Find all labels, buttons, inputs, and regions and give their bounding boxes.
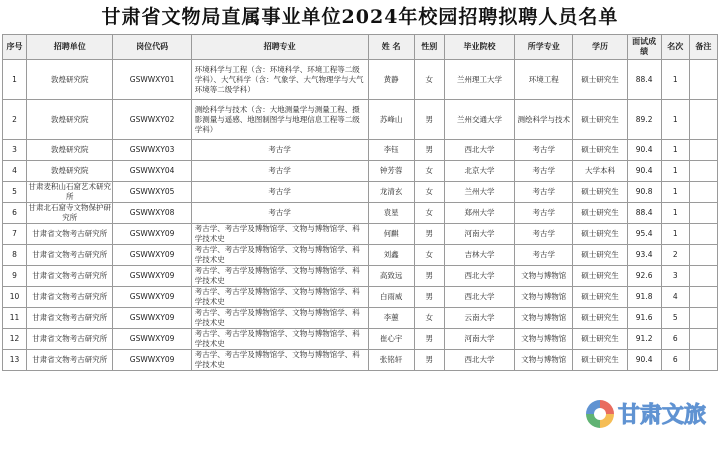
cell-rank: 1 bbox=[661, 60, 689, 100]
cell-note bbox=[689, 161, 717, 182]
cell-name: 袁星 bbox=[368, 203, 414, 224]
cell-code: GSWWXY02 bbox=[113, 100, 191, 140]
cell-school: 吉林大学 bbox=[444, 245, 514, 266]
cell-code: GSWWXY09 bbox=[113, 224, 191, 245]
cell-gender: 女 bbox=[414, 203, 444, 224]
cell-major: 考古学、考古学及博物馆学、文物与博物馆学、科学技术史 bbox=[191, 224, 368, 245]
cell-code: GSWWXY08 bbox=[113, 203, 191, 224]
cell-score: 91.6 bbox=[627, 308, 661, 329]
cell-studied: 文物与博物馆 bbox=[515, 350, 573, 371]
cell-gender: 女 bbox=[414, 182, 444, 203]
header-school: 毕业院校 bbox=[444, 35, 514, 60]
cell-code: GSWWXY05 bbox=[113, 182, 191, 203]
cell-degree: 大学本科 bbox=[573, 161, 627, 182]
cell-major: 考古学 bbox=[191, 182, 368, 203]
header-unit: 招聘单位 bbox=[27, 35, 113, 60]
cell-gender: 女 bbox=[414, 60, 444, 100]
cell-studied: 考古学 bbox=[515, 203, 573, 224]
cell-rank: 1 bbox=[661, 224, 689, 245]
cell-note bbox=[689, 203, 717, 224]
cell-degree: 硕士研究生 bbox=[573, 100, 627, 140]
cell-no: 2 bbox=[3, 100, 27, 140]
cell-degree: 硕士研究生 bbox=[573, 203, 627, 224]
cell-major: 考古学、考古学及博物馆学、文物与博物馆学、科学技术史 bbox=[191, 266, 368, 287]
cell-name: 苏峰山 bbox=[368, 100, 414, 140]
cell-school: 兰州大学 bbox=[444, 182, 514, 203]
cell-major: 考古学、考古学及博物馆学、文物与博物馆学、科学技术史 bbox=[191, 245, 368, 266]
table-row bbox=[3, 350, 718, 371]
cell-score: 93.4 bbox=[627, 245, 661, 266]
cell-code: GSWWXY09 bbox=[113, 350, 191, 371]
cell-school: 兰州理工大学 bbox=[444, 60, 514, 100]
cell-note bbox=[689, 350, 717, 371]
cell-studied: 文物与博物馆 bbox=[515, 266, 573, 287]
cell-unit: 甘肃省文物考古研究所 bbox=[27, 266, 113, 287]
cell-note bbox=[689, 140, 717, 161]
cell-school: 西北大学 bbox=[444, 140, 514, 161]
cell-school: 西北大学 bbox=[444, 266, 514, 287]
cell-score: 92.6 bbox=[627, 266, 661, 287]
header-score: 面试成绩 bbox=[627, 35, 661, 60]
cell-note bbox=[689, 182, 717, 203]
header-note: 备注 bbox=[689, 35, 717, 60]
cell-score: 91.8 bbox=[627, 287, 661, 308]
table-row bbox=[3, 224, 718, 245]
cell-name: 李蕙 bbox=[368, 308, 414, 329]
cell-gender: 男 bbox=[414, 140, 444, 161]
cell-note bbox=[689, 60, 717, 100]
cell-unit: 甘肃省文物考古研究所 bbox=[27, 287, 113, 308]
cell-rank: 1 bbox=[661, 161, 689, 182]
cell-school: 西北大学 bbox=[444, 350, 514, 371]
table-header-row bbox=[3, 35, 718, 60]
cell-studied: 环境工程 bbox=[515, 60, 573, 100]
cell-rank: 1 bbox=[661, 100, 689, 140]
cell-unit: 敦煌研究院 bbox=[27, 140, 113, 161]
cell-name: 高致远 bbox=[368, 266, 414, 287]
cell-school: 河南大学 bbox=[444, 329, 514, 350]
cell-degree: 硕士研究生 bbox=[573, 224, 627, 245]
cell-name: 何麒 bbox=[368, 224, 414, 245]
table-row bbox=[3, 60, 718, 100]
cell-school: 西北大学 bbox=[444, 287, 514, 308]
cell-degree: 硕士研究生 bbox=[573, 308, 627, 329]
cell-gender: 女 bbox=[414, 161, 444, 182]
cell-note bbox=[689, 329, 717, 350]
cell-degree: 硕士研究生 bbox=[573, 245, 627, 266]
page-title: 甘肃省文物局直属事业单位2024年校园招聘拟聘人员名单 bbox=[101, 6, 619, 28]
cell-note bbox=[689, 224, 717, 245]
cell-studied: 文物与博物馆 bbox=[515, 287, 573, 308]
cell-note bbox=[689, 308, 717, 329]
cell-gender: 男 bbox=[414, 350, 444, 371]
cell-score: 90.4 bbox=[627, 161, 661, 182]
cell-major: 考古学、考古学及博物馆学、文物与博物馆学、科学技术史 bbox=[191, 308, 368, 329]
cell-no: 7 bbox=[3, 224, 27, 245]
cell-gender: 男 bbox=[414, 287, 444, 308]
cell-major: 测绘科学与技术（含：大地测量学与测量工程、摄影测量与遥感、地图制图学与地理信息工程等二级学科） bbox=[191, 100, 368, 140]
cell-code: GSWWXY03 bbox=[113, 140, 191, 161]
cell-no: 1 bbox=[3, 60, 27, 100]
cell-rank: 4 bbox=[661, 287, 689, 308]
cell-unit: 甘肃省文物考古研究所 bbox=[27, 350, 113, 371]
cell-studied: 测绘科学与技术 bbox=[515, 100, 573, 140]
table-row bbox=[3, 182, 718, 203]
header-major: 招聘专业 bbox=[191, 35, 368, 60]
cell-studied: 考古学 bbox=[515, 161, 573, 182]
header-code: 岗位代码 bbox=[113, 35, 191, 60]
cell-name: 李钰 bbox=[368, 140, 414, 161]
cell-gender: 男 bbox=[414, 266, 444, 287]
cell-school: 北京大学 bbox=[444, 161, 514, 182]
cell-degree: 硕士研究生 bbox=[573, 266, 627, 287]
cell-code: GSWWXY09 bbox=[113, 308, 191, 329]
cell-code: GSWWXY04 bbox=[113, 161, 191, 182]
cell-note bbox=[689, 100, 717, 140]
header-studied: 所学专业 bbox=[515, 35, 573, 60]
cell-name: 崔心宇 bbox=[368, 329, 414, 350]
cell-unit: 甘肃省文物考古研究所 bbox=[27, 224, 113, 245]
cell-degree: 硕士研究生 bbox=[573, 182, 627, 203]
cell-name: 刘鑫 bbox=[368, 245, 414, 266]
cell-major: 环境科学与工程（含：环境科学、环境工程等二级学科）、大气科学（含：气象学、大气物理学与大气环境等二级学科） bbox=[191, 60, 368, 100]
table-row bbox=[3, 161, 718, 182]
cell-no: 4 bbox=[3, 161, 27, 182]
table-row bbox=[3, 287, 718, 308]
cell-rank: 1 bbox=[661, 203, 689, 224]
cell-score: 88.4 bbox=[627, 60, 661, 100]
cell-school: 郑州大学 bbox=[444, 203, 514, 224]
cell-major: 考古学 bbox=[191, 140, 368, 161]
cell-code: GSWWXY09 bbox=[113, 287, 191, 308]
cell-score: 90.4 bbox=[627, 350, 661, 371]
cell-no: 3 bbox=[3, 140, 27, 161]
cell-score: 90.8 bbox=[627, 182, 661, 203]
cell-score: 89.2 bbox=[627, 100, 661, 140]
table-row bbox=[3, 100, 718, 140]
table-row bbox=[3, 308, 718, 329]
cell-score: 88.4 bbox=[627, 203, 661, 224]
cell-code: GSWWXY09 bbox=[113, 266, 191, 287]
cell-rank: 3 bbox=[661, 266, 689, 287]
cell-degree: 硕士研究生 bbox=[573, 329, 627, 350]
table-row bbox=[3, 140, 718, 161]
watermark bbox=[586, 398, 706, 429]
cell-no: 12 bbox=[3, 329, 27, 350]
cell-studied: 考古学 bbox=[515, 224, 573, 245]
header-degree: 学历 bbox=[573, 35, 627, 60]
cell-rank: 6 bbox=[661, 329, 689, 350]
cell-unit: 甘肃麦积山石窟艺术研究所 bbox=[28, 182, 112, 201]
cell-unit: 甘肃省文物考古研究所 bbox=[27, 329, 113, 350]
cell-studied: 考古学 bbox=[515, 182, 573, 203]
cell-rank: 1 bbox=[661, 140, 689, 161]
table-row bbox=[3, 266, 718, 287]
cell-code: GSWWXY01 bbox=[113, 60, 191, 100]
header-gender: 性别 bbox=[414, 35, 444, 60]
cell-major: 考古学、考古学及博物馆学、文物与博物馆学、科学技术史 bbox=[191, 350, 368, 371]
cell-unit: 敦煌研究院 bbox=[27, 100, 113, 140]
cell-name: 张铭轩 bbox=[368, 350, 414, 371]
cell-no: 10 bbox=[3, 287, 27, 308]
cell-gender: 男 bbox=[414, 100, 444, 140]
cell-gender: 男 bbox=[414, 224, 444, 245]
table-body bbox=[3, 60, 718, 371]
table-row bbox=[3, 329, 718, 350]
header-rank: 名次 bbox=[661, 35, 689, 60]
cell-unit: 甘肃北石窟寺文物保护研究所 bbox=[28, 203, 112, 222]
cell-rank: 2 bbox=[661, 245, 689, 266]
cell-note bbox=[689, 245, 717, 266]
cell-unit: 甘肃省文物考古研究所 bbox=[27, 308, 113, 329]
header-no: 序号 bbox=[3, 35, 27, 60]
cell-gender: 女 bbox=[414, 308, 444, 329]
cell-score: 90.4 bbox=[627, 140, 661, 161]
table-row bbox=[3, 203, 718, 224]
cell-note bbox=[689, 266, 717, 287]
cell-rank: 6 bbox=[661, 350, 689, 371]
candidate-table bbox=[2, 34, 718, 371]
cell-rank: 1 bbox=[661, 182, 689, 203]
cell-rank: 5 bbox=[661, 308, 689, 329]
cell-no: 11 bbox=[3, 308, 27, 329]
cell-no: 6 bbox=[3, 203, 27, 224]
cell-no: 9 bbox=[3, 266, 27, 287]
cell-degree: 硕士研究生 bbox=[573, 140, 627, 161]
cell-major: 考古学、考古学及博物馆学、文物与博物馆学、科学技术史 bbox=[191, 329, 368, 350]
cell-name: 龙清玄 bbox=[368, 182, 414, 203]
cell-code: GSWWXY09 bbox=[113, 245, 191, 266]
header-name: 姓 名 bbox=[368, 35, 414, 60]
cell-school: 云南大学 bbox=[444, 308, 514, 329]
watermark-logo-icon bbox=[586, 400, 614, 428]
cell-studied: 考古学 bbox=[515, 245, 573, 266]
cell-unit: 敦煌研究院 bbox=[27, 60, 113, 100]
cell-name: 黄静 bbox=[368, 60, 414, 100]
cell-gender: 女 bbox=[414, 245, 444, 266]
cell-studied: 考古学 bbox=[515, 140, 573, 161]
cell-no: 8 bbox=[3, 245, 27, 266]
cell-score: 91.2 bbox=[627, 329, 661, 350]
cell-name: 钟芳蓉 bbox=[368, 161, 414, 182]
cell-gender: 男 bbox=[414, 329, 444, 350]
cell-unit: 敦煌研究院 bbox=[27, 161, 113, 182]
cell-school: 河南大学 bbox=[444, 224, 514, 245]
cell-degree: 硕士研究生 bbox=[573, 287, 627, 308]
cell-studied: 文物与博物馆 bbox=[515, 308, 573, 329]
table-row bbox=[3, 245, 718, 266]
cell-code: GSWWXY09 bbox=[113, 329, 191, 350]
cell-degree: 硕士研究生 bbox=[573, 350, 627, 371]
cell-studied: 文物与博物馆 bbox=[515, 329, 573, 350]
cell-unit: 甘肃省文物考古研究所 bbox=[27, 245, 113, 266]
cell-name: 白雨威 bbox=[368, 287, 414, 308]
cell-no: 13 bbox=[3, 350, 27, 371]
cell-major: 考古学、考古学及博物馆学、文物与博物馆学、科学技术史 bbox=[191, 287, 368, 308]
cell-score: 95.4 bbox=[627, 224, 661, 245]
cell-note bbox=[689, 287, 717, 308]
cell-major: 考古学 bbox=[191, 203, 368, 224]
cell-degree: 硕士研究生 bbox=[573, 60, 627, 100]
cell-major: 考古学 bbox=[191, 161, 368, 182]
cell-school: 兰州交通大学 bbox=[444, 100, 514, 140]
watermark-text: 甘肃文旅 bbox=[617, 403, 706, 428]
cell-no: 5 bbox=[3, 182, 27, 203]
